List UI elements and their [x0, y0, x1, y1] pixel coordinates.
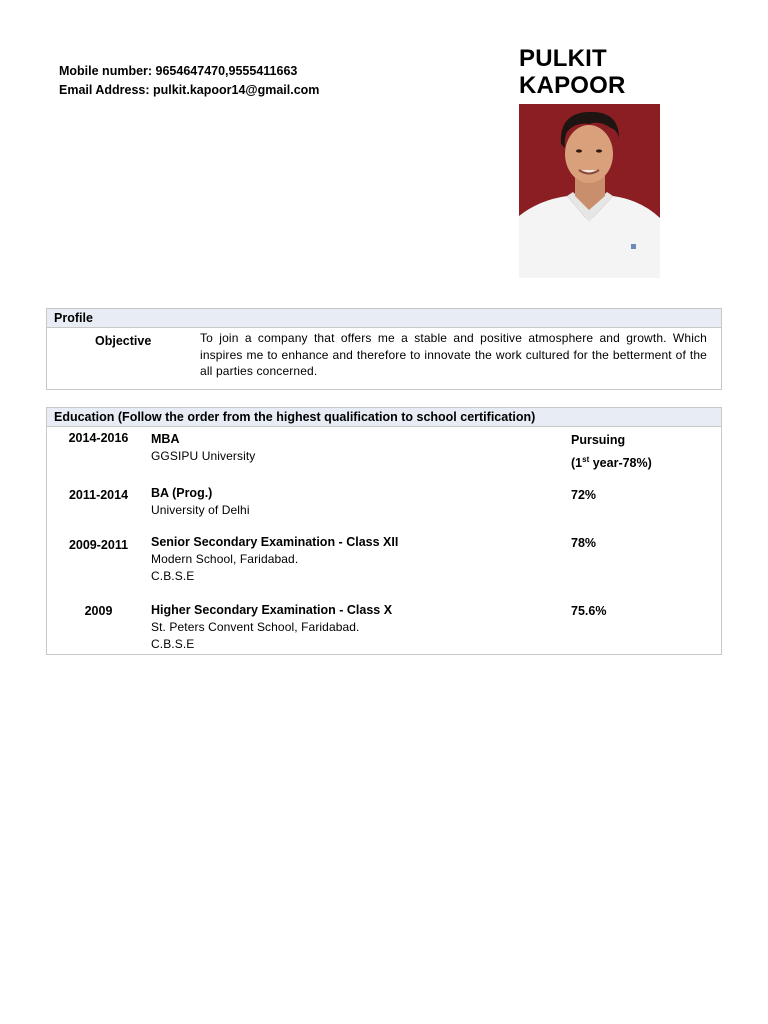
education-year: 2009-2011 — [68, 538, 129, 552]
profile-photo — [519, 104, 660, 278]
institution: GGSIPU University — [151, 449, 256, 463]
institution: University of Delhi — [151, 503, 250, 517]
mobile-number: Mobile number: 9654647470,9555411663 — [59, 64, 298, 78]
education-year: 2011-2014 — [68, 488, 129, 502]
board: C.B.S.E — [151, 569, 195, 583]
profile-section — [46, 308, 722, 390]
institution: St. Peters Convent School, Faridabad. — [151, 620, 360, 634]
education-year: 2014-2016 — [68, 431, 129, 445]
education-score — [571, 431, 652, 473]
degree-title: BA (Prog.) — [151, 486, 213, 500]
education-score: 72% — [571, 488, 597, 502]
education-details — [151, 602, 392, 653]
education-year: 2009 — [84, 604, 113, 618]
contact-info — [59, 62, 319, 100]
degree-title: Higher Secondary Examination - Class X — [151, 603, 393, 617]
education-details — [151, 534, 398, 585]
education-section — [46, 407, 722, 655]
candidate-name — [519, 45, 626, 99]
email-address: Email Address: pulkit.kapoor14@gmail.com — [59, 83, 320, 97]
education-details — [151, 431, 255, 465]
board: C.B.S.E — [151, 637, 195, 651]
last-name: KAPOOR — [519, 72, 626, 99]
education-header: Education (Follow the order from the highest qualification to school certification) — [47, 408, 721, 427]
education-details — [151, 485, 250, 519]
degree-title: Senior Secondary Examination - Class XII — [151, 535, 399, 549]
profile-header: Profile — [47, 309, 721, 328]
objective-label: Objective — [95, 334, 152, 348]
education-score: 75.6% — [571, 604, 607, 618]
score-detail: (1st year-78%) — [571, 455, 652, 471]
score-status: Pursuing — [571, 433, 626, 447]
education-score: 78% — [571, 536, 597, 550]
first-name: PULKIT — [519, 45, 607, 72]
degree-title: MBA — [151, 432, 180, 446]
institution: Modern School, Faridabad. — [151, 552, 299, 566]
objective-text: To join a company that offers me a stable and positive atmosphere and growth. Which inspires me to enhance and therefore to innovate the work cultured for the betterment of the all parties concerned. — [200, 331, 707, 378]
